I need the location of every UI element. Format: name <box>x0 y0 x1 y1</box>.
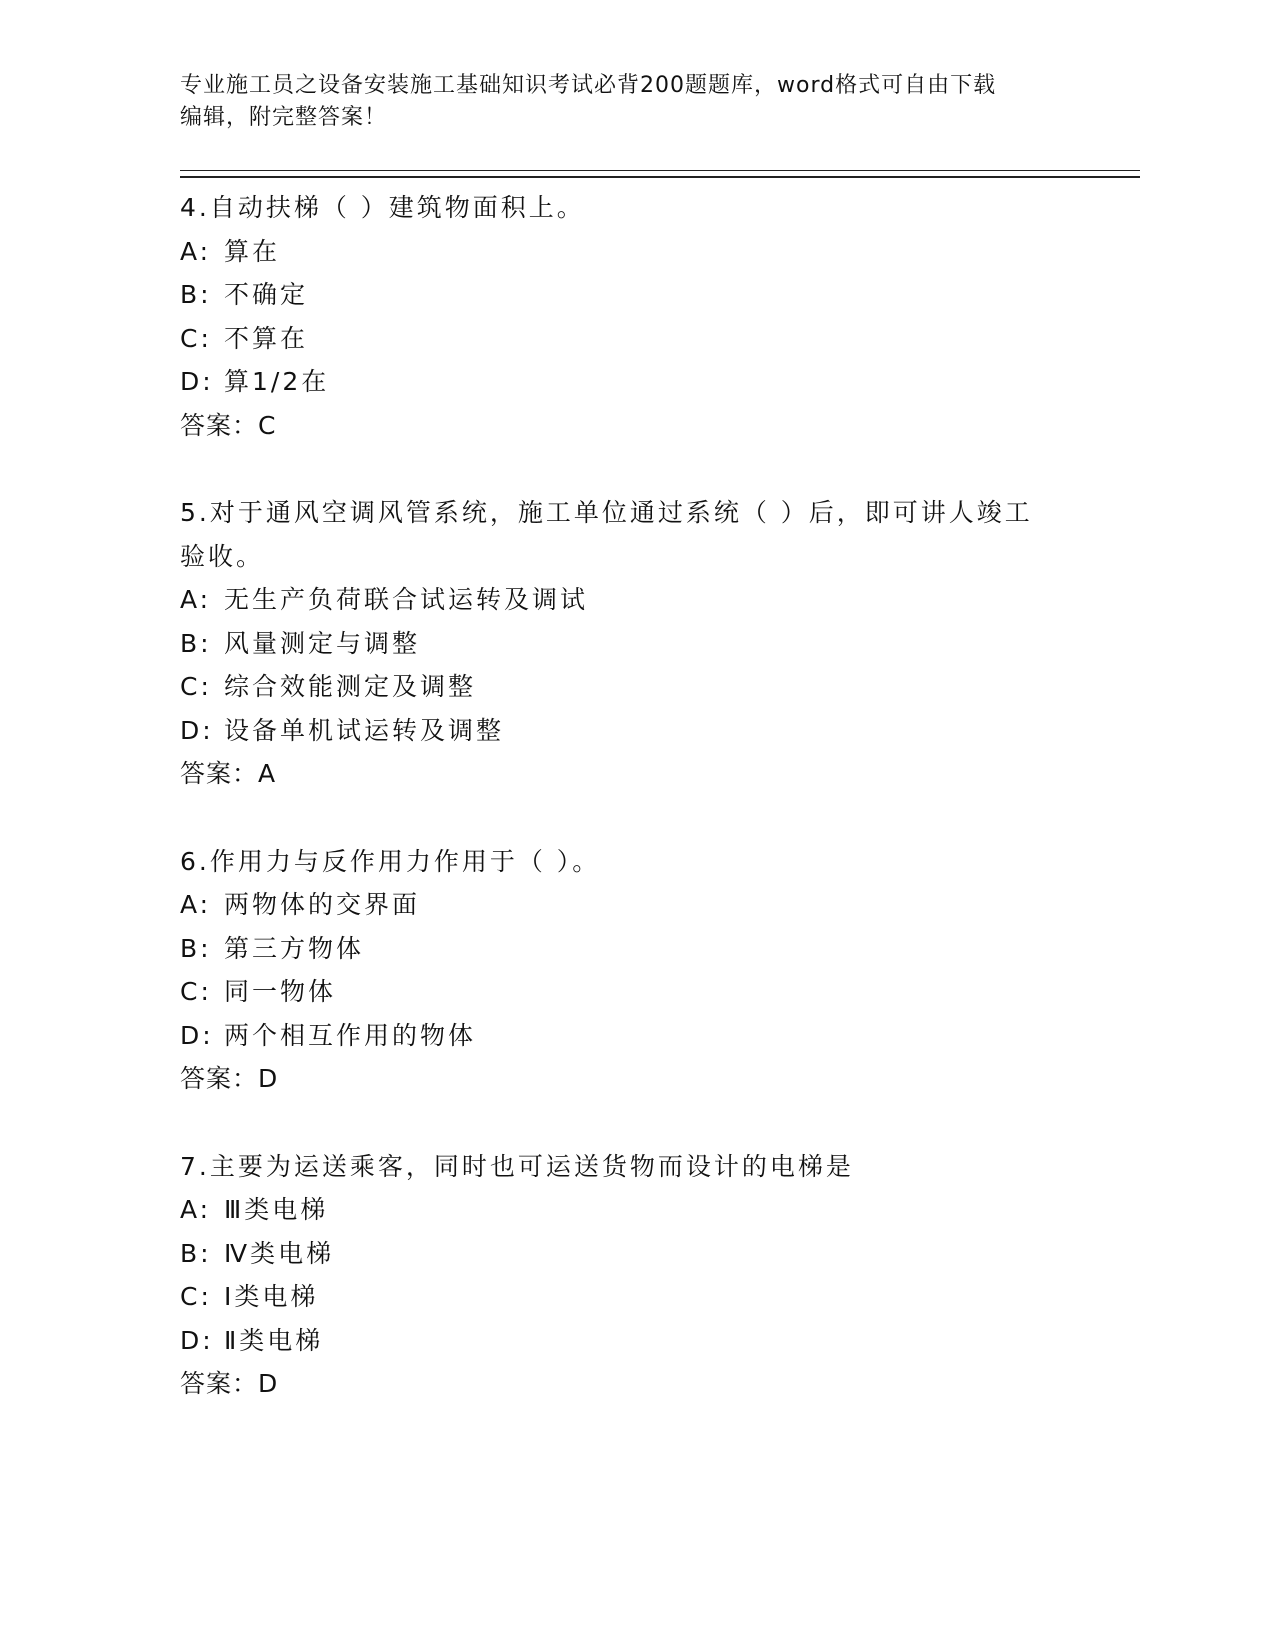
option-text: 不确定 <box>224 280 309 309</box>
option-text: Ⅲ类电梯 <box>224 1195 329 1224</box>
option-d <box>180 709 1140 753</box>
option-letter: A: <box>180 890 212 919</box>
option-c <box>180 1275 1140 1319</box>
question-7 <box>180 1145 1140 1406</box>
option-letter: C: <box>180 323 212 353</box>
header-double-rule <box>180 170 1140 178</box>
option-a <box>180 230 1140 274</box>
header-line-2: 编辑，附完整答案！ <box>180 105 388 130</box>
option-a <box>180 883 1140 927</box>
option-c <box>180 665 1140 709</box>
answer-line: 答案：A <box>180 759 277 788</box>
option-text: 不算在 <box>224 323 309 353</box>
answer-line: 答案：C <box>180 410 277 440</box>
option-a <box>180 578 1140 622</box>
question-6 <box>180 840 1140 1101</box>
option-c <box>180 317 1140 361</box>
option-text: 综合效能测定及调整 <box>224 672 477 701</box>
option-letter: B: <box>180 280 212 309</box>
option-text: 算1/2在 <box>224 367 330 396</box>
option-letter: B: <box>180 628 212 658</box>
option-b <box>180 927 1140 971</box>
option-d <box>180 1014 1140 1058</box>
document-header <box>180 70 1060 134</box>
option-letter: D: <box>180 1325 214 1355</box>
question-list <box>180 186 1140 1406</box>
question-stem: 7.主要为运送乘客，同时也可运送货物而设计的电梯是 <box>180 1151 854 1181</box>
option-letter: A: <box>180 585 212 614</box>
option-c <box>180 970 1140 1014</box>
option-letter: D: <box>180 367 214 396</box>
option-letter: A: <box>180 1195 212 1224</box>
option-letter: D: <box>180 715 214 745</box>
option-text: Ⅰ类电梯 <box>224 1282 319 1311</box>
option-text: 同一物体 <box>224 977 337 1006</box>
option-text: 两个相互作用的物体 <box>224 1020 477 1050</box>
option-text: 第三方物体 <box>224 933 365 963</box>
document-page <box>180 70 1140 1450</box>
option-letter: B: <box>180 933 212 963</box>
option-d <box>180 360 1140 404</box>
option-letter: B: <box>180 1238 212 1268</box>
question-5 <box>180 491 1140 796</box>
option-text: 无生产负荷联合试运转及调试 <box>224 585 589 614</box>
option-text: 算在 <box>224 236 281 266</box>
option-b <box>180 1232 1140 1276</box>
option-letter: A: <box>180 236 212 266</box>
question-4 <box>180 186 1140 447</box>
option-letter: D: <box>180 1020 214 1050</box>
option-letter: C: <box>180 1282 212 1311</box>
option-text: 风量测定与调整 <box>224 628 421 658</box>
option-a <box>180 1188 1140 1232</box>
option-text: 两物体的交界面 <box>224 890 421 919</box>
option-text: 设备单机试运转及调整 <box>224 715 505 745</box>
answer-line: 答案：D <box>180 1064 279 1093</box>
question-stem: 4.自动扶梯（ ）建筑物面积上。 <box>180 193 585 222</box>
option-b <box>180 273 1140 317</box>
option-b <box>180 622 1140 666</box>
option-letter: C: <box>180 672 212 701</box>
question-stem: 6.作用力与反作用力作用于（ ）。 <box>180 846 601 876</box>
option-text: Ⅳ类电梯 <box>224 1238 335 1268</box>
option-d <box>180 1319 1140 1363</box>
header-line-1: 专业施工员之设备安装施工基础知识考试必背200题题库，word格式可自由下载 <box>180 73 997 98</box>
option-letter: C: <box>180 977 212 1006</box>
question-stem: 5.对于通风空调风管系统，施工单位通过系统（ ）后，即可讲人竣工验收。 <box>180 498 1033 571</box>
option-text: Ⅱ类电梯 <box>224 1325 324 1355</box>
answer-line: 答案：D <box>180 1369 279 1398</box>
